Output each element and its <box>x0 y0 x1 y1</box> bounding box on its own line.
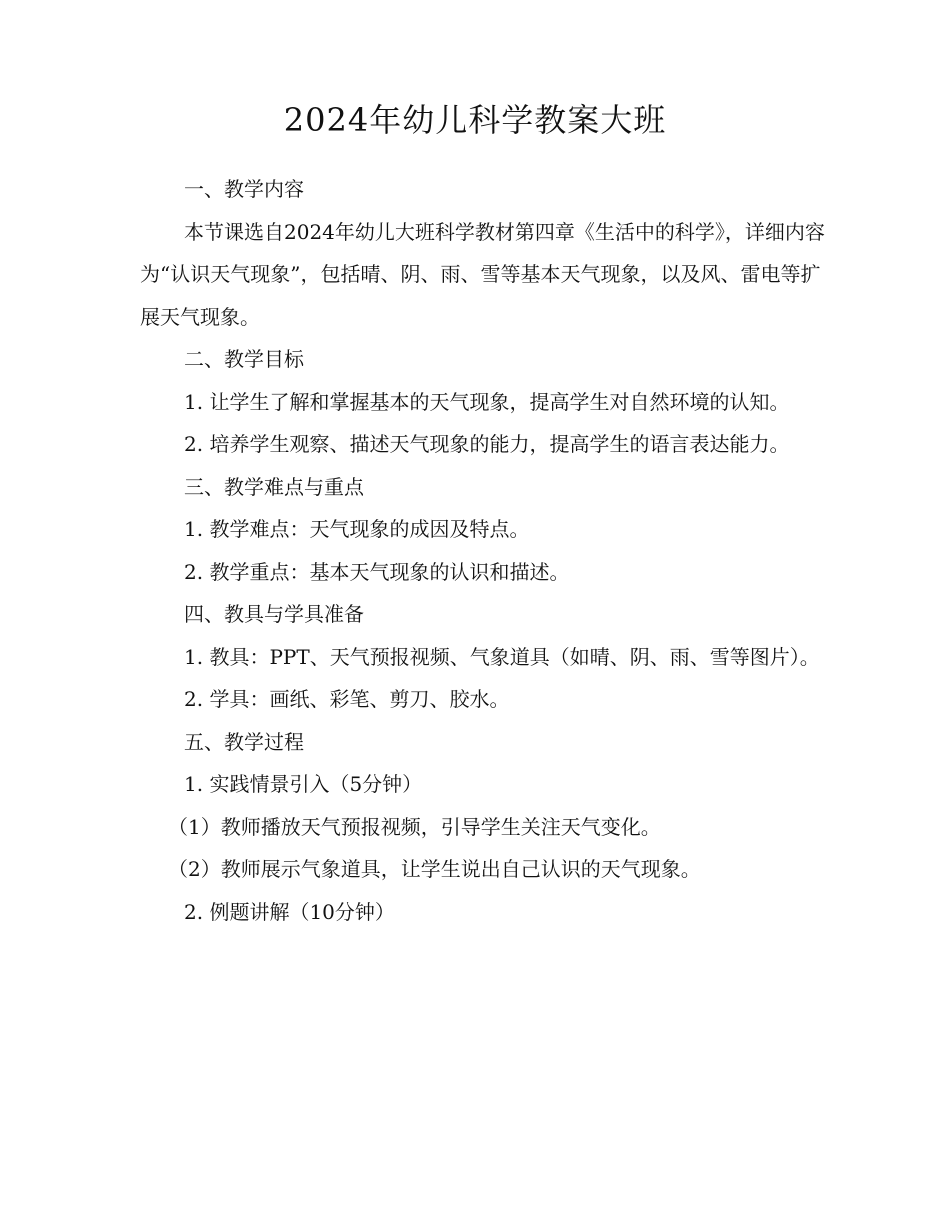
list-item-teaching-aids: 1. 教具：PPT、天气预报视频、气象道具（如晴、阴、雨、雪等图片）。 <box>184 644 820 669</box>
list-item-difficulty: 1. 教学难点：天气现象的成因及特点。 <box>184 517 530 541</box>
section-heading-content: 一、教学内容 <box>184 177 304 201</box>
list-item-goal-2: 2. 培养学生观察、描述天气现象的能力，提高学生的语言表达能力。 <box>184 432 790 456</box>
list-item-example: 2. 例题讲解（10分钟） <box>184 899 395 924</box>
section-heading-key-points: 三、教学难点与重点 <box>184 474 364 499</box>
document-title: 2024年幼儿科学教案大班 <box>283 101 667 139</box>
list-item-student-materials: 2. 学具：画纸、彩笔、剪刀、胶水。 <box>184 687 510 711</box>
list-subitem-2: （2）教师展示气象道具，让学生说出自己认识的天气现象。 <box>168 857 701 881</box>
list-item-focus: 2. 教学重点：基本天气现象的认识和描述。 <box>184 559 570 584</box>
document-body <box>140 168 830 933</box>
section-heading-goals: 二、教学目标 <box>184 347 304 371</box>
paragraph-content-description: 本节课选自2024年幼儿大班科学教材第四章《生活中的科学》，详细内容为“认识天气现象”，包括晴、阴、雨、雪等基本天气现象，以及风、雷电等扩展天气现象。 <box>140 219 825 329</box>
section-heading-process: 五、教学过程 <box>184 729 304 754</box>
section-heading-materials: 四、教具与学具准备 <box>184 602 364 626</box>
list-item-introduction: 1. 实践情景引入（5分钟） <box>184 772 423 796</box>
list-subitem-1: （1）教师播放天气预报视频，引导学生关注天气变化。 <box>168 814 661 839</box>
list-item-goal-1: 1. 让学生了解和掌握基本的天气现象，提高学生对自然环境的认知。 <box>184 389 790 414</box>
